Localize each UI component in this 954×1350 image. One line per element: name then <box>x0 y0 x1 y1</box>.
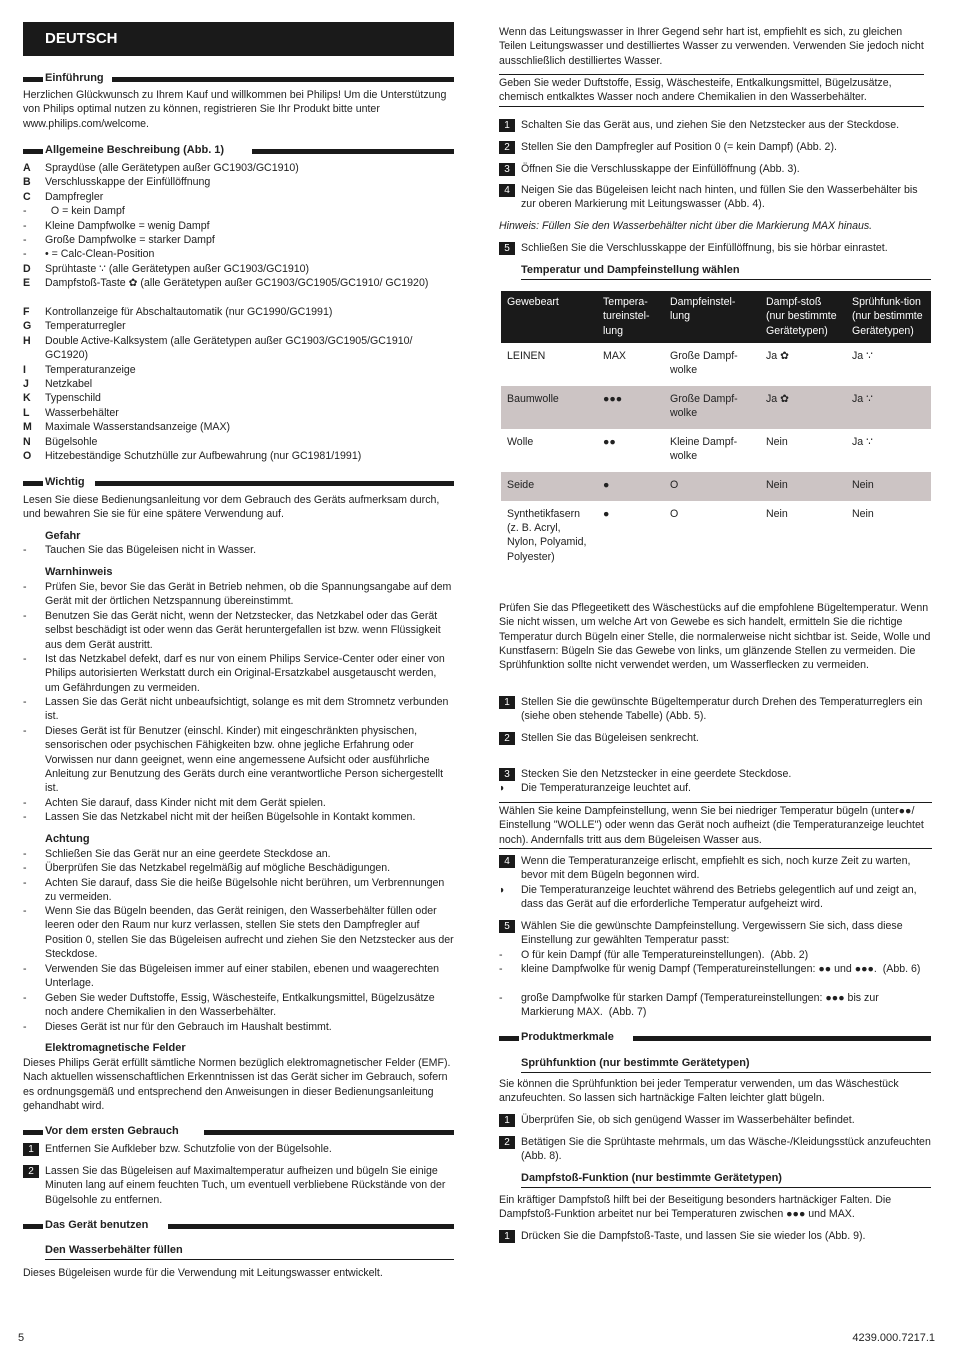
item-key: E <box>23 277 31 289</box>
table-cell: ● <box>597 472 664 501</box>
emf-heading: Elektromagnetische Felder <box>45 1042 186 1054</box>
step-number: 1 <box>499 1230 515 1243</box>
item-text: Schalten Sie das Gerät aus, und ziehen Sie den Netzstecker aus der Steckdose. <box>521 119 900 131</box>
important-text: Lesen Sie diese Bedienungsanleitung vor dem Gebrauch des Geräts aufmerksam durch, und bewahren Sie sie für eine spätere Verwendung auf. <box>23 494 440 521</box>
item-key: F <box>23 306 30 318</box>
item-key: - <box>23 581 27 593</box>
item-key: G <box>23 320 32 332</box>
table-header-cell: Dampf-stoß (nur bestimmte Gerätetypen) <box>760 291 846 343</box>
item-text: Kleine Dampfwolke = wenig Dampf <box>45 220 210 232</box>
item-key: - <box>23 877 27 889</box>
item-text: Benutzen Sie das Gerät nicht, wenn der Netzstecker, das Netzkabel oder das Gerät selbst beschädigt ist oder wenn das Gerät heruntergefallen ist bzw. wenn Flüssigkeit aus dem Gerät austritt. <box>45 610 441 651</box>
table-header-cell: Sprühfunk-tion (nur bestimmte Gerätetypen) <box>846 291 931 343</box>
item-key: - <box>23 653 27 665</box>
table-cell: Wolle <box>507 435 534 448</box>
item-text: Double Active-Kalksystem (alle Gerätetypen außer GC1903/GC1905/GC1910/ GC1920) <box>45 335 413 362</box>
item-key: D <box>23 263 31 275</box>
item-key: - <box>23 205 27 217</box>
table-cell: LEINEN <box>507 349 546 362</box>
item-text: Dampfregler <box>45 191 104 203</box>
item-key: - <box>499 963 503 975</box>
item-key: K <box>23 392 31 404</box>
item-key: C <box>23 191 31 203</box>
section-title: Das Gerät benutzen <box>45 1219 149 1231</box>
item-key: - <box>23 797 27 809</box>
item-key: - <box>499 949 503 961</box>
step-number: 3 <box>499 768 515 781</box>
item-key: - <box>23 963 27 975</box>
table-cell: Ja ∵ <box>852 435 873 448</box>
item-text: Überprüfen Sie das Netzkabel regelmäßig auf mögliche Beschädigungen. <box>45 862 391 874</box>
table-cell: ●●● <box>597 386 664 429</box>
item-text: Hitzebeständige Schutzhülle zur Aufbewahrung (nur GC1981/1991) <box>45 450 362 462</box>
item-text: Maximale Wasserstandsanzeige (MAX) <box>45 421 231 433</box>
item-text: Stellen Sie die gewünschte Bügeltemperatur durch Drehen des Temperaturreglers ein (siehe oben stehende Tabelle) (Abb. 5). <box>521 696 923 723</box>
item-key: A <box>23 162 31 174</box>
item-text: • = Calc-Clean-Position <box>45 248 155 260</box>
step-number: 1 <box>499 119 515 132</box>
item-text: Geben Sie weder Duftstoffe, Essig, Wäschesteife, Entkalkungsmittel, Bügelzusätze noch andere Chemikalien in den Wasserbehälter. <box>45 992 435 1019</box>
item-key: - <box>23 848 27 860</box>
language-bar: DEUTSCH <box>23 22 454 56</box>
table-row <box>501 386 931 429</box>
section-use <box>23 1218 454 1232</box>
item-key: - <box>23 905 27 917</box>
table-header-cell: Dampfeinstel-lung <box>664 291 760 343</box>
table-cell: Nein <box>766 507 788 520</box>
table-cell: Große Dampf-wolke <box>664 386 760 429</box>
step-number: 2 <box>23 1165 39 1178</box>
item-text: O für kein Dampf (für alle Temperatureinstellungen). (Abb. 2) <box>521 949 809 961</box>
item-key: - <box>23 544 27 556</box>
item-key: - <box>499 992 503 1004</box>
step-text: Schließen Sie die Verschlusskappe der Einfüllöffnung, bis sie hörbar einrastet. <box>521 242 888 254</box>
page-number: 5 <box>18 1332 25 1344</box>
item-text: Verwenden Sie das Bügeleisen immer auf einer stabilen, ebenen und waagerechten Unterlage. <box>45 963 439 990</box>
item-key: - <box>23 696 27 708</box>
item-text: Schließen Sie das Gerät nur an eine geerdete Steckdose an. <box>45 848 331 860</box>
hard-water-text: Wenn das Leitungswasser in Ihrer Gegend sehr hart ist, empfiehlt es sich, zu gleichen Teilen Leitungswasser und destilliertes Wasser zu verwenden. Verwenden Sie jedoch nicht ausschließlich destilliertes Wasser. <box>499 26 924 67</box>
item-text: Lassen Sie das Gerät nicht unbeaufsichtigt, solange es mit dem Stromnetz verbunden ist. <box>45 696 449 723</box>
item-key: - <box>23 1021 27 1033</box>
table-row <box>501 501 931 570</box>
item-key: I <box>23 364 26 376</box>
table-cell: Nein <box>846 472 931 501</box>
item-text: Öffnen Sie die Verschlusskappe der Einfüllöffnung (Abb. 3). <box>521 163 800 175</box>
document-number: 4239.000.7217.1 <box>852 1332 935 1344</box>
table-header-cell: Tempera-tureinstel-lung <box>597 291 664 343</box>
table-header-cell: Gewebeart <box>501 291 597 343</box>
step-number: 1 <box>23 1143 39 1156</box>
table-row <box>501 343 931 386</box>
section-title: Vor dem ersten Gebrauch <box>45 1125 179 1137</box>
section-title: Einführung <box>45 72 104 84</box>
table-cell: Synthetikfasern (z. B. Acryl, Nylon, Polyamid, Polyester) <box>507 507 587 563</box>
item-key: - <box>23 992 27 1004</box>
emf-text: Dieses Philips Gerät erfüllt sämtliche Normen bezüglich elektromagnetischer Felder (EMF). Nach aktuellen wissenschaftlichen Erkenntnissen ist das Gerät sicher im Gebrauch, sofern es ordnungsgemäß und entsprechend den Anweisungen in dieser Bedienungsanleitung gehandhabt wird. <box>23 1057 451 1112</box>
table-cell: Ja ∵ <box>852 349 873 362</box>
item-text: Temperaturanzeige <box>45 364 136 376</box>
table-header-row <box>501 291 931 343</box>
fill-text: Dieses Bügeleisen wurde für die Verwendung mit Leitungswasser entwickelt. <box>23 1267 383 1279</box>
table-cell: Ja ✿ <box>760 386 846 429</box>
item-key: - <box>23 725 27 737</box>
item-key: M <box>23 421 32 433</box>
item-text: Entfernen Sie Aufkleber bzw. Schutzfolie von der Bügelsohle. <box>45 1143 332 1155</box>
table-cell: Seide <box>501 472 597 501</box>
item-key: - <box>23 610 27 622</box>
item-key: H <box>23 335 31 347</box>
item-key: L <box>23 407 30 419</box>
item-text: Drücken Sie die Dampfstoß-Taste, und lassen Sie sie wieder los (Abb. 9). <box>521 1230 866 1242</box>
section-features <box>499 1030 931 1044</box>
item-key: B <box>23 176 31 188</box>
item-key: - <box>23 248 27 260</box>
temp-heading: Temperatur und Dampfeinstellung wählen <box>521 263 931 280</box>
item-text: Lassen Sie das Bügeleisen auf Maximaltemperatur aufheizen und bügeln Sie einige Minuten lang auf einem feuchten Tuch, um eventuell verbliebene Rückstände von der Bügelsohle zu entfernen. <box>45 1165 446 1206</box>
item-text: Prüfen Sie, bevor Sie das Gerät in Betrieb nehmen, ob die Spannungsangabe auf dem Gerät mit der örtlichen Netzspannung übereinstimmt. <box>45 581 452 608</box>
table-row <box>501 472 931 501</box>
item-text: Ist das Netzkabel defekt, darf es nur von einem Philips Service-Center oder einer von Philips autorisierten Werkstatt durch ein Original-Ersatzkabel ausgetauscht werden, um Gefährdungen zu vermeiden. <box>45 653 445 694</box>
step-number: 3 <box>499 163 515 176</box>
item-text: Achten Sie darauf, dass Kinder nicht mit dem Gerät spielen. <box>45 797 326 809</box>
step-number: 2 <box>499 141 515 154</box>
table-cell: O <box>664 472 760 501</box>
table-cell: ●● <box>603 435 616 448</box>
step-number: 4 <box>499 184 515 197</box>
item-text: Überprüfen Sie, ob sich genügend Wasser im Wasserbehälter befindet. <box>521 1114 855 1126</box>
step-number: 5 <box>499 242 515 255</box>
danger-heading: Gefahr <box>45 530 81 542</box>
item-text: Stellen Sie den Dampfregler auf Position 0 (= kein Dampf) (Abb. 2). <box>521 141 837 153</box>
item-key: O <box>23 450 32 462</box>
spray-text: Sie können die Sprühfunktion bei jeder Temperatur verwenden, um das Wäschestück anzufeuchten. So lassen sich hartnäckige Falten leichter glatt bügeln. <box>499 1078 899 1105</box>
item-text: Wenn Sie das Bügeln beenden, das Gerät reinigen, den Wasserbehälter füllen oder leeren oder den Raum nur kurz verlassen, stellen Sie stets den Dampfregler auf Position 0, stellen Sie das Bügeleisen aufrecht und ziehen Sie den Netzstecker aus der Steckdose. <box>45 905 454 960</box>
item-text: Sprühtaste ∵ (alle Gerätetypen außer GC1903/GC1910) <box>45 263 310 275</box>
shot-text: Ein kräftiger Dampfstoß hilft bei der Beseitigung besonders hartnäckiger Falten. Die Dampfstoß-Funktion arbeitet nur bei Temperaturen zwischen ●●● und MAX. <box>499 1194 892 1221</box>
item-text: Stellen Sie das Bügeleisen senkrecht. <box>521 732 699 744</box>
item-text: Wasserbehälter <box>45 407 119 419</box>
hint-text: Hinweis: Füllen Sie den Wasserbehälter nicht über die Markierung MAX hinaus. <box>499 220 873 232</box>
item-text: kleine Dampfwolke für wenig Dampf (Temperatureinstellungen: ●● und ●●●. (Abb. 6) <box>521 963 921 975</box>
item-text: Typenschild <box>45 392 101 404</box>
care-text: Prüfen Sie das Pflegeetikett des Wäschestücks auf die empfohlene Bügeltemperatur. Wenn Sie nicht wissen, um welche Art von Gewebe es sich handelt, ermitteln Sie die richtige Temperatur durch Bügeln einer Stelle, die normalerweise nicht sichtbar ist. Seide, Wolle und Kunstfasern: Bügeln Sie das Gewebe von links, um glänzende Stellen zu vermeiden. Die Sprühfunktion sollte nicht verwendet werden, um Wasserflecken zu vermeiden. <box>499 602 931 672</box>
intro-text: Herzlichen Glückwunsch zu Ihrem Kauf und willkommen bei Philips! Um die Unterstützung von Philips optimal nutzen zu können, registrieren Sie Ihr Produkt bitte unter www.philips.com/welcome. <box>23 89 447 130</box>
section-title: Wichtig <box>45 476 85 488</box>
item-key: - <box>23 862 27 874</box>
item-text: Große Dampfwolke = starker Dampf <box>45 234 215 246</box>
section-title: Produktmerkmale <box>521 1031 614 1043</box>
item-text: Bügelsohle <box>45 436 98 448</box>
table-cell: Nein <box>852 507 874 520</box>
no-additives-warning <box>499 74 924 107</box>
item-text: Tauchen Sie das Bügeleisen nicht in Wasser. <box>45 544 257 556</box>
item-text: Achten Sie darauf, dass Sie die heiße Bügelsohle nicht berühren, um Verbrennungen zu vermeiden. <box>45 877 445 904</box>
section-first-use <box>23 1124 454 1138</box>
item-text: Kontrollanzeige für Abschaltautomatik (nur GC1990/GC1991) <box>45 306 333 318</box>
table-cell: Ja ∵ <box>846 386 931 429</box>
table-cell: Baumwolle <box>501 386 597 429</box>
table-cell: Kleine Dampf-wolke <box>670 435 738 463</box>
item-text: Betätigen Sie die Sprühtaste mehrmals, um das Wäsche-/Kleidungsstück anzufeuchten (Abb. 8). <box>521 1136 931 1163</box>
table-cell: ● <box>603 507 610 520</box>
step-number: 1 <box>499 696 515 709</box>
no-additives-text: Geben Sie weder Duftstoffe, Essig, Wäschesteife, Entkalkungsmittel, Bügelzusätze, chemisch entkalktes Wasser noch andere Chemikalien in den Wasserbehälter. <box>499 77 892 104</box>
table-cell: Große Dampf-wolke <box>670 349 738 377</box>
step-number: 1 <box>499 1114 515 1127</box>
item-text: Dieses Gerät ist nur für den Gebrauch im Haushalt bestimmt. <box>45 1021 332 1033</box>
item-text: Dampfstoß-Taste ✿ (alle Gerätetypen außer GC1903/GC1905/GC1910/ GC1920) <box>45 277 429 289</box>
section-intro <box>23 71 454 85</box>
section-general <box>23 143 454 157</box>
fabric-table <box>501 291 931 570</box>
section-title: Allgemeine Beschreibung (Abb. 1) <box>45 144 225 156</box>
fill-heading: Den Wasserbehälter füllen <box>45 1243 454 1260</box>
item-key: - <box>23 220 27 232</box>
warning-heading: Warnhinweis <box>45 566 113 578</box>
table-cell: Nein <box>760 472 846 501</box>
table-row <box>501 429 931 472</box>
item-key: - <box>23 234 27 246</box>
item-text: Neigen Sie das Bügeleisen leicht nach hinten, und füllen Sie den Wasserbehälter bis zur oberen Markierung mit Leitungswasser (Abb. 4). <box>521 184 918 211</box>
no-steam-warning <box>499 802 932 849</box>
caution-heading: Achtung <box>45 833 90 845</box>
item-text: O = kein Dampf <box>45 205 125 217</box>
shot-heading: Dampfstoß-Funktion (nur bestimmte Gerätetypen) <box>521 1171 931 1188</box>
step-number: 2 <box>499 732 515 745</box>
item-text: Spraydüse (alle Gerätetypen außer GC1903/GC1910) <box>45 162 299 174</box>
table-cell: O <box>670 507 679 520</box>
item-text: Temperaturregler <box>45 320 126 332</box>
item-text: Verschlusskappe der Einfüllöffnung <box>45 176 211 188</box>
item-key: N <box>23 436 31 448</box>
table-cell: Ja ✿ <box>766 349 790 362</box>
item-key: J <box>23 378 29 390</box>
item-text: Lassen Sie das Netzkabel nicht mit der heißen Bügelsohle in Kontakt kommen. <box>45 811 416 823</box>
no-steam-text: Wählen Sie keine Dampfeinstellung, wenn Sie bei niedriger Temperatur bügeln (unter●●/ Einstellung "WOLLE") oder wenn das Gerät noch aufheizt (die Temperaturanzeige leuchtet noch). Andernfalls tritt aus dem Bügeleisen Wasser aus. <box>499 805 924 846</box>
item-text: Dieses Gerät ist für Benutzer (einschl. Kinder) mit eingeschränkten physischen, sensorischen oder psychischen Fähigkeiten bzw. ohne jegliche Erfahrung oder Vorwissen nur dann geeignet, wenn eine angemessene Aufsicht oder ausführliche Anleitung zur Benutzung des Geräts durch eine verantwortliche Person sichergestellt ist. <box>45 725 444 795</box>
item-key: - <box>23 811 27 823</box>
section-important <box>23 475 454 489</box>
item-text: Netzkabel <box>45 378 93 390</box>
table-cell: Nein <box>766 435 788 448</box>
item-text: große Dampfwolke für starken Dampf (Temperatureinstellungen: ●●● bis zur Markierung MAX. (Abb. 7) <box>521 992 879 1019</box>
spray-heading: Sprühfunktion (nur bestimmte Gerätetypen) <box>521 1056 931 1073</box>
table-cell: MAX <box>603 349 626 362</box>
step-number: 2 <box>499 1136 515 1149</box>
item-text: Stecken Sie den Netzstecker in eine geerdete Steckdose. <box>521 768 792 780</box>
